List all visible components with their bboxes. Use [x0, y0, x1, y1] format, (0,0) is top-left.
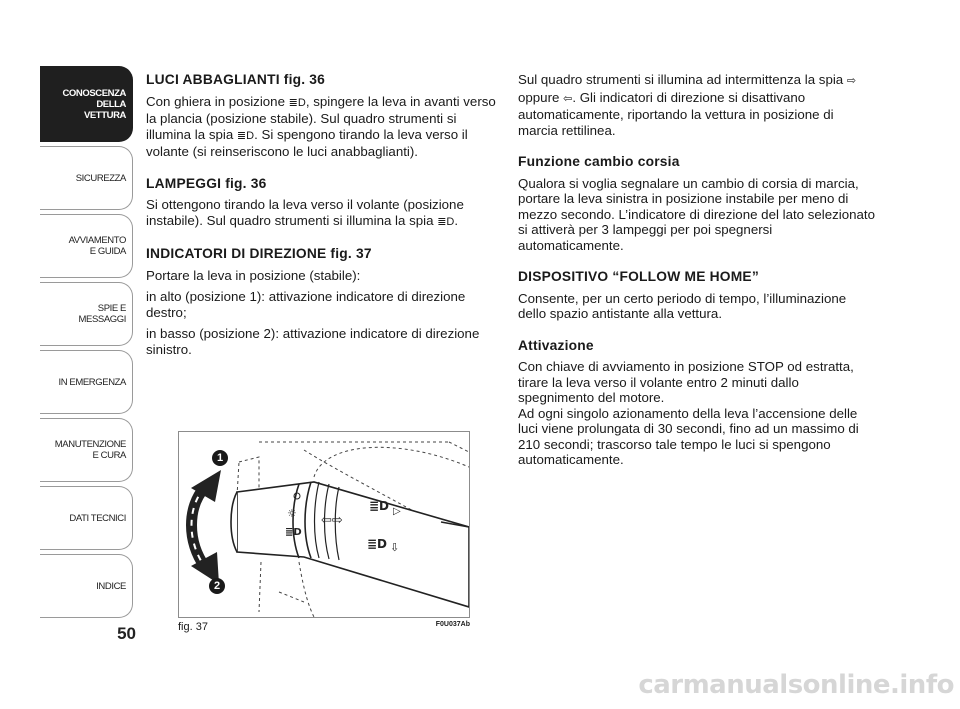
heading-attivazione: Attivazione [518, 337, 594, 353]
callout-2: 2 [209, 578, 225, 594]
heading-lampeggi: LAMPEGGI fig. 36 [146, 175, 267, 191]
high-beam-icon: ≣D [288, 96, 306, 109]
page-number: 50 [117, 624, 136, 643]
svg-text:≣D: ≣D [367, 537, 388, 551]
paragraph-cambio-corsia: Qualora si voglia segnalare un cambio di corsia di marcia, portare la leva sinistra in posizione instabile per meno di mezzo secondo. L’indicatore di direzione del lato selezionato si attiverà per 3 lampeggi per poi spegnersi automaticamente. [518, 175, 876, 253]
figure-code: F0U037Ab [435, 621, 470, 628]
paragraph-azionamento: Ad ogni singolo azionamento della leva l’accensione delle luci viene prolungata di 30 secondi, fino ad un massimo di 210 secondi; trascorso tale tempo le luci si spengono automaticamente. [518, 405, 859, 467]
tab-sicurezza[interactable]: SICUREZZA [40, 146, 133, 210]
figure-turn-signal-lever [178, 431, 470, 618]
tab-avviamento-e-guida[interactable]: AVVIAMENTO E GUIDA [40, 214, 133, 278]
tab-dati-tecnici[interactable]: DATI TECNICI [40, 486, 133, 550]
high-beam-icon: ≣D [236, 129, 255, 142]
heading-cambio-corsia: Funzione cambio corsia [518, 154, 680, 169]
svg-text:▷: ▷ [393, 506, 401, 517]
arrow-right-icon: ⇨ [846, 75, 857, 87]
high-beam-icon: ≣D [437, 215, 455, 228]
svg-text:≣D: ≣D [285, 527, 302, 538]
paragraph-lampeggi: Si ottengono tirando la leva verso il volante (posizione instabile). Sul quadro strumenti si illumina la spia ≣D. [146, 197, 498, 230]
tab-conoscenza-della-vettura[interactable]: CONOSCENZA DELLA VETTURA [40, 66, 133, 142]
tab-indice[interactable]: INDICE [40, 554, 133, 618]
svg-text:⇩: ⇩ [390, 541, 400, 554]
watermark: carmanualsonline.info [638, 670, 954, 700]
arrow-left-icon: ⇦ [563, 92, 573, 105]
heading-luci-abbaglianti: LUCI ABBAGLIANTI fig. 36 [146, 72, 326, 87]
paragraph-luci-abbaglianti: Con ghiera in posizione ≣D, spingere la leva in avanti verso la plancia (posizione stabile). Sul quadro strumenti si illumina la spia ≣D. Si spengono tirando la leva verso il volante (si reinseriscono le luci anabbaglianti). [146, 93, 496, 159]
heading-indicatori-direzione: INDICATORI DI DIREZIONE fig. 37 [146, 246, 372, 261]
paragraph-attivazione: Con chiave di avviamento in posizione STOP od estratta, tirare la leva verso il volante entro 2 minuti dallo spegnimento del motore. [518, 359, 854, 405]
svg-text:≣D: ≣D [369, 499, 390, 513]
callout-1: 1 [212, 450, 228, 466]
paragraph-spia-intermittenza: Sul quadro strumenti si illumina ad intermittenza la spia ⇨ oppure ⇦. Gli indicatori di direzione si disattivano automaticamente, riportando la vettura in posizione di marcia rettilinea. [518, 72, 857, 138]
heading-follow-me-home: DISPOSITIVO “FOLLOW ME HOME” [518, 269, 759, 284]
tab-manutenzione-e-cura[interactable]: MANUTENZIONE E CURA [40, 418, 133, 482]
section-tabs [40, 66, 133, 622]
svg-text:☼: ☼ [287, 507, 297, 520]
figure-label: fig. 37 [178, 621, 208, 633]
tab-spie-e-messaggi[interactable]: SPIE E MESSAGGI [40, 282, 133, 346]
paragraph-in-alto: in alto (posizione 1): attivazione indicatore di direzione destro; [146, 289, 466, 320]
paragraph-posizione: Portare la leva in posizione (stabile): [146, 267, 361, 283]
right-column [518, 72, 876, 474]
left-column [146, 72, 498, 363]
paragraph-in-basso: in basso (posizione 2): attivazione indicatore di direzione sinistro. [146, 326, 480, 357]
svg-text:⇦⇨: ⇦⇨ [321, 513, 343, 528]
paragraph-follow-me-home: Consente, per un certo periodo di tempo, l’illuminazione dello spazio antistante alla vettura. [518, 290, 847, 321]
tab-in-emergenza[interactable]: IN EMERGENZA [40, 350, 133, 414]
